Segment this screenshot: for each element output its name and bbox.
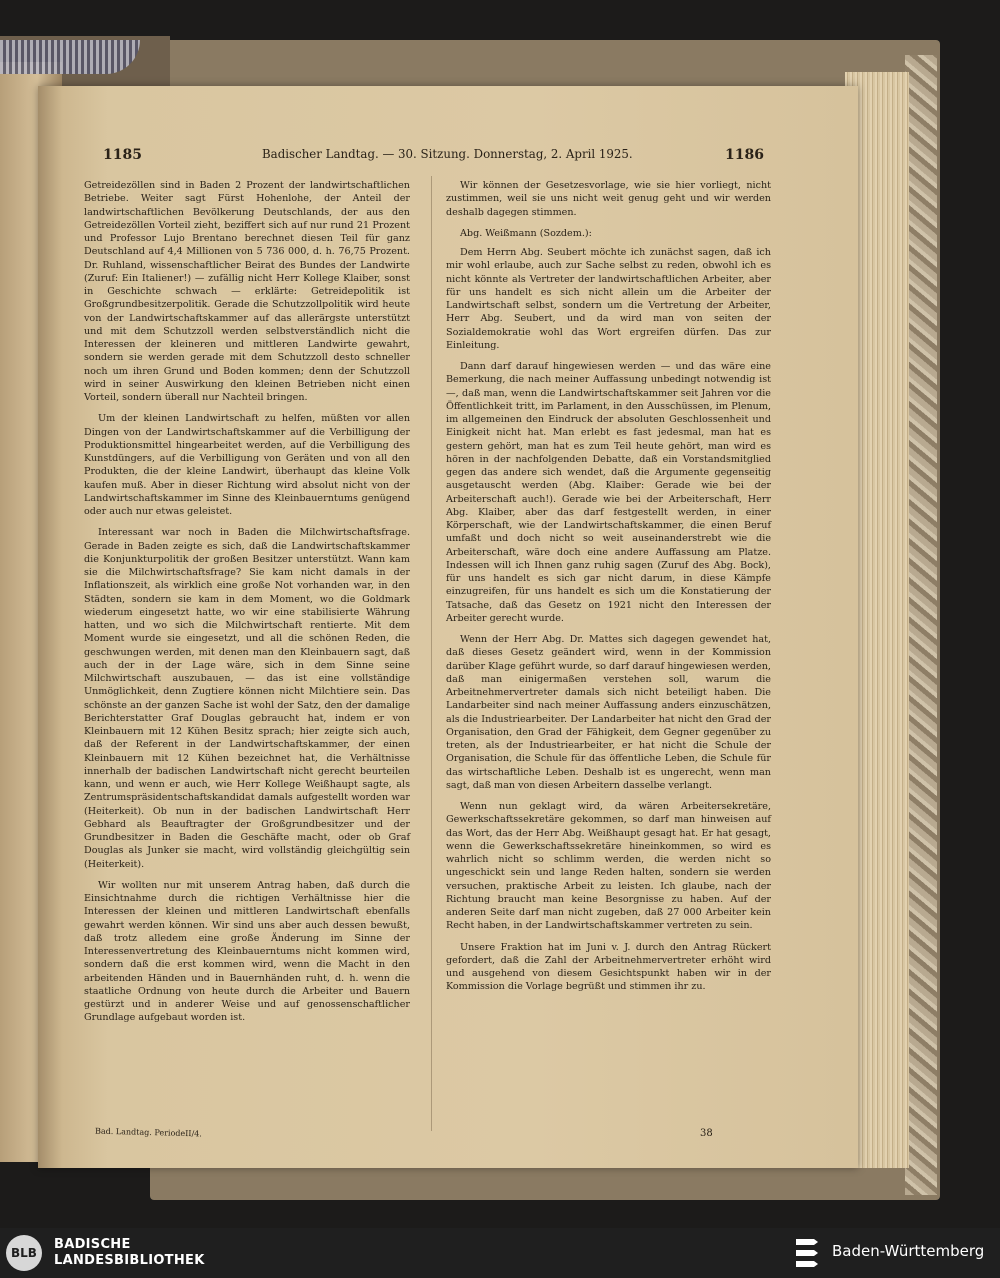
marbled-edge <box>905 55 937 1195</box>
running-head: Badischer Landtag. — 30. Sitzung. Donnerstag, 2. April 1925. <box>262 147 633 161</box>
state-name[interactable]: Baden-Württemberg <box>832 1242 985 1260</box>
paragraph: Wenn nun geklagt wird, da wären Arbeitersekretäre, Gewerkschaftssekretäre gekommen, so darf man hinweisen auf das Wort, das der Herr Abg. Weißhaupt gesagt hat. Er hat gesagt, wenn die Gewerkschaftssekretäre hineinkommen, so wird es wahrlich nicht so schlimm werden, die werden nicht so ungeschickt sein und lange Reden halten, sondern sie werden versuchen, praktische Arbeit zu leisten. Ich glaube, nach der Richtung braucht man keine Besorgnisse zu haben. Auf der anderen Seite darf man nicht zugeben, daß 27 000 Arbeiter kein Recht haben, in der Landwirtschaftskammer vertreten zu sein. <box>446 801 771 932</box>
sheet-number: 38 <box>700 1128 713 1139</box>
text-column-left <box>84 179 410 1033</box>
library-name-line1: BADISCHE <box>54 1237 131 1252</box>
library-name[interactable] <box>54 1237 205 1269</box>
speaker-heading: Abg. Weißmann (Sozdem.): <box>460 227 592 239</box>
text-column-right <box>446 179 771 1002</box>
paragraph: Unsere Fraktion hat im Juni v. J. durch den Antrag Rückert gefordert, daß die Zahl der Arbeitnehmervertreter erhöht wird und ausgehend von diesem Gesichtspunkt haben wir in der Kommission die Vorlage begrüßt und stimmen ihr zu. <box>446 941 771 993</box>
paragraph: Dem Herrn Abg. Seubert möchte ich zunächst sagen, daß ich mir wohl erlaube, auch zur Sache selbst zu reden, obwohl ich es nicht könnte als Vertreter der landwirtschaftlichen Arbeiter, aber für uns handelt es sich nicht allein um die Arbeiter der Landwirtschaft selbst, sondern um die Vertretung der Arbeiter, Herr Abg. Seubert, und da wird man von seiten der Sozialdemokratie wohl das Wort ergreifen dürfen. Das zur Einleitung. <box>446 247 771 351</box>
page-number-left: 1185 <box>103 147 142 163</box>
paragraph: Dann darf darauf hingewiesen werden — und das wäre eine Bemerkung, die nach meiner Auffassung unbedingt notwendig ist —, daß man, wenn die Landwirtschaftskammer seit Jahren vor die Öffentlichkeit tritt, im Parlament, in den Ausschüssen, im Plenum, im allgemeinen den Eindruck der absoluten Geschlossenheit und Einigkeit nicht hat. Man erlebt es fast jedesmal, man hat es gestern gehört, man hat es zum Teil heute gehört, man wird es hören in der nachfolgenden Debatte, daß ein Vorstandsmitglied gegen das andere sich wendet, daß die Argumente gegenseitig ausgetauscht werden (Abg. Klaiber: Gerade wie bei der Arbeiterschaft auch!). Gerade wie bei der Arbeiterschaft, Herr Abg. Klaiber, aber das darf festgestellt werden, in einer Körperschaft, wie der Landwirtschaftskammer, die einen Beruf umfaßt und doch nicht so weit auseinanderstrebt wie die Arbeiterschaft, wäre doch eine andere Auffassung am Platze. Indessen will ich Ihnen ganz ruhig sagen (Zuruf des Abg. Bock), für uns handelt es sich gar nicht darum, in diese Kämpfe einzugreifen, für uns handelt es sich um die Konstatierung der Tatsache, daß das Gesetz on 1921 nicht den Interessen der Arbeiter gerecht wurde. <box>446 361 771 624</box>
paragraph: Wir können der Gesetzesvorlage, wie sie hier vorliegt, nicht zustimmen, weil sie uns nicht weit genug geht und wir werden deshalb dagegen stimmen. <box>446 180 771 218</box>
paragraph: Interessant war noch in Baden die Milchwirtschaftsfrage. Gerade in Baden zeigte es sich, daß die Landwirtschaftskammer die Konjunkturpolitik der großen Besitzer unterstützt. Wann kam sie die Milchwirtschaftsfrage? Sie kam nicht damals in der Inflationszeit, als wirklich eine große Not vorhanden war, in den Städten, sondern sie kam in dem Moment, wo die Goldmark wiederum eingesetzt hatte, wo wir eine stabilisierte Währung hatten, und wo sich die Milchwirtschaft rentierte. Mit dem Moment wurde sie eingesetzt, und all die schönen Reden, die geschwungen werden, mit denen man den Kleinbauern sagt, daß auch der in der Lage wäre, sich in dem Sinne seine Milchwirtschaft auszubauen, — das ist eine vollständige Unmöglichkeit, denn Zugtiere können nicht Milchtiere sein. Das schönste an der ganzen Sache ist wohl der Satz, den der damalige Berichterstatter Graf Douglas gebraucht hat, indem er von Kleinbauern mit 12 Kühen Besitz sprach; hier zeigte sich auch, daß der Referent in der Landwirtschaftskammer, der einen Kleinbauern mit 12 Kühen bezeichnet hat, die Verhältnisse innerhalb der badischen Landwirtschaft nicht gerecht beurteilen kann, und wenn er auch, wie Herr Kollege Weißhaupt sagte, als Zentrumspräsidentschaftskandidat damals aufgestellt worden war (Heiterkeit). Ob nun in der badischen Landwirtschaft Herr Gebhard als Beauftragter der Großgrundbesitzer und der Grundbesitzer in Baden die Geschäfte macht, oder ob Graf Douglas als Junker sie macht, wird vollständig gleichgültig sein (Heiterkeit). <box>84 527 410 870</box>
signature-mark: Bad. Landtag. PeriodeII/4. <box>94 1126 202 1139</box>
footer-bar <box>0 1228 1000 1278</box>
paragraph: Wenn der Herr Abg. Dr. Mattes sich dagegen gewendet hat, daß dieses Gesetz geändert wird, wenn in der Kommission darüber Klage geführt wurde, so darf darauf hingewiesen werden, daß man einigermaßen verstehen soll, warum die Arbeitnehmervertreter damals sich nicht beteiligt haben. Die Landarbeiter sind nach meiner Auffassung anders einzuschätzen, als die Industriearbeiter. Der Landarbeiter hat nicht den Grad der Organisation, den Grad der Fähigkeit, dem Gegner gegenüber zu treten, als der Industriearbeiter, er hat nicht die Schule der Organisation, die Schule für das öffentliche Leben, die Schule für das wirtschaftliche Leben. Deshalb ist es ungerecht, wenn man sagt, daß man von diesen Arbeitern dasselbe verlangt. <box>446 634 771 791</box>
column-rule <box>431 176 432 1131</box>
paragraph: Getreidezöllen sind in Baden 2 Prozent der landwirtschaftlichen Betriebe. Weiter sagt Fürst Hohenlohe, der Anteil der landwirtschaftlichen Bevölkerung Deutschlands, der aus den Getreidezöllen Vorteil zieht, beziffert sich auf nur rund 21 Prozent und Professor Lujo Brentano berechnet diesen Teil für ganz Deutschland auf 4,4 Millionen von 5 736 000, d. h. 76,75 Prozent. Dr. Ruhland, wissenschaftlicher Beirat des Bundes der Landwirte (Zuruf: Ein Italiener!) — zufällig nicht Herr Kollege Klaiber, sonst in Geschichte schwach — erklärte: Getreidepolitik ist Großgrundbesitzerpolitik. Gerade die Schutzzollpolitik wird heute von der Landwirtschaftskammer auf das allerärgste unterstützt und mit dem Schutzzoll werden selbstverständlich nicht die Interessen der kleineren und mittleren Landwirte gewahrt, sondern sie werden gerade mit dem Schutzzoll desto schneller noch um ihren Grund und Boden kommen; denn der Schutzzoll wird in seiner Auswirkung den kleinen Betrieben nicht einen Vorteil, sondern überall nur Nachteil bringen. <box>84 180 410 403</box>
three-lions-icon[interactable] <box>793 1235 823 1271</box>
headband <box>0 40 140 74</box>
blb-logo-icon[interactable]: BLB <box>6 1235 42 1271</box>
library-name-line2: LANDESBIBLIOTHEK <box>54 1253 205 1268</box>
paragraph: Wir wollten nur mit unserem Antrag haben, daß durch die Einsichtnahme durch die richtigen Verhältnisse hier die Interessen der kleinen und mittleren Landwirtschaft ebenfalls gewahrt werden können. Wir sind uns aber auch dessen bewußt, daß trotz alledem eine große Änderung im Sinne der Interessenvertretung des Kleinbauerntums nicht kommen wird, sondern daß die erst kommen wird, wenn die Macht in den arbeitenden Händen und in Bauernhänden ruht, d. h. wenn die staatliche Ordnung von heute durch die Arbeiter und Bauern gestürzt und in anderer Weise und auf genossenschaftlicher Grundlage aufgebaut worden ist. <box>84 879 410 1024</box>
paragraph: Um der kleinen Landwirtschaft zu helfen, müßten vor allen Dingen von der Landwirtschaftskammer auf die Verbilligung der Produktionsmittel hingearbeitet werden, auf die Verbilligung des Kunstdüngers, auf die Verbilligung von Geräten und von all den Produkten, die der kleine Landwirt, überhaupt das kleine Volk kaufen muß. Aber in dieser Richtung wird absolut nicht von der Landwirtschaftskammer im Sinne des Kleinbauerntums genügend oder auch nur etwas geleistet. <box>84 413 410 517</box>
page-number-right: 1186 <box>725 147 764 163</box>
